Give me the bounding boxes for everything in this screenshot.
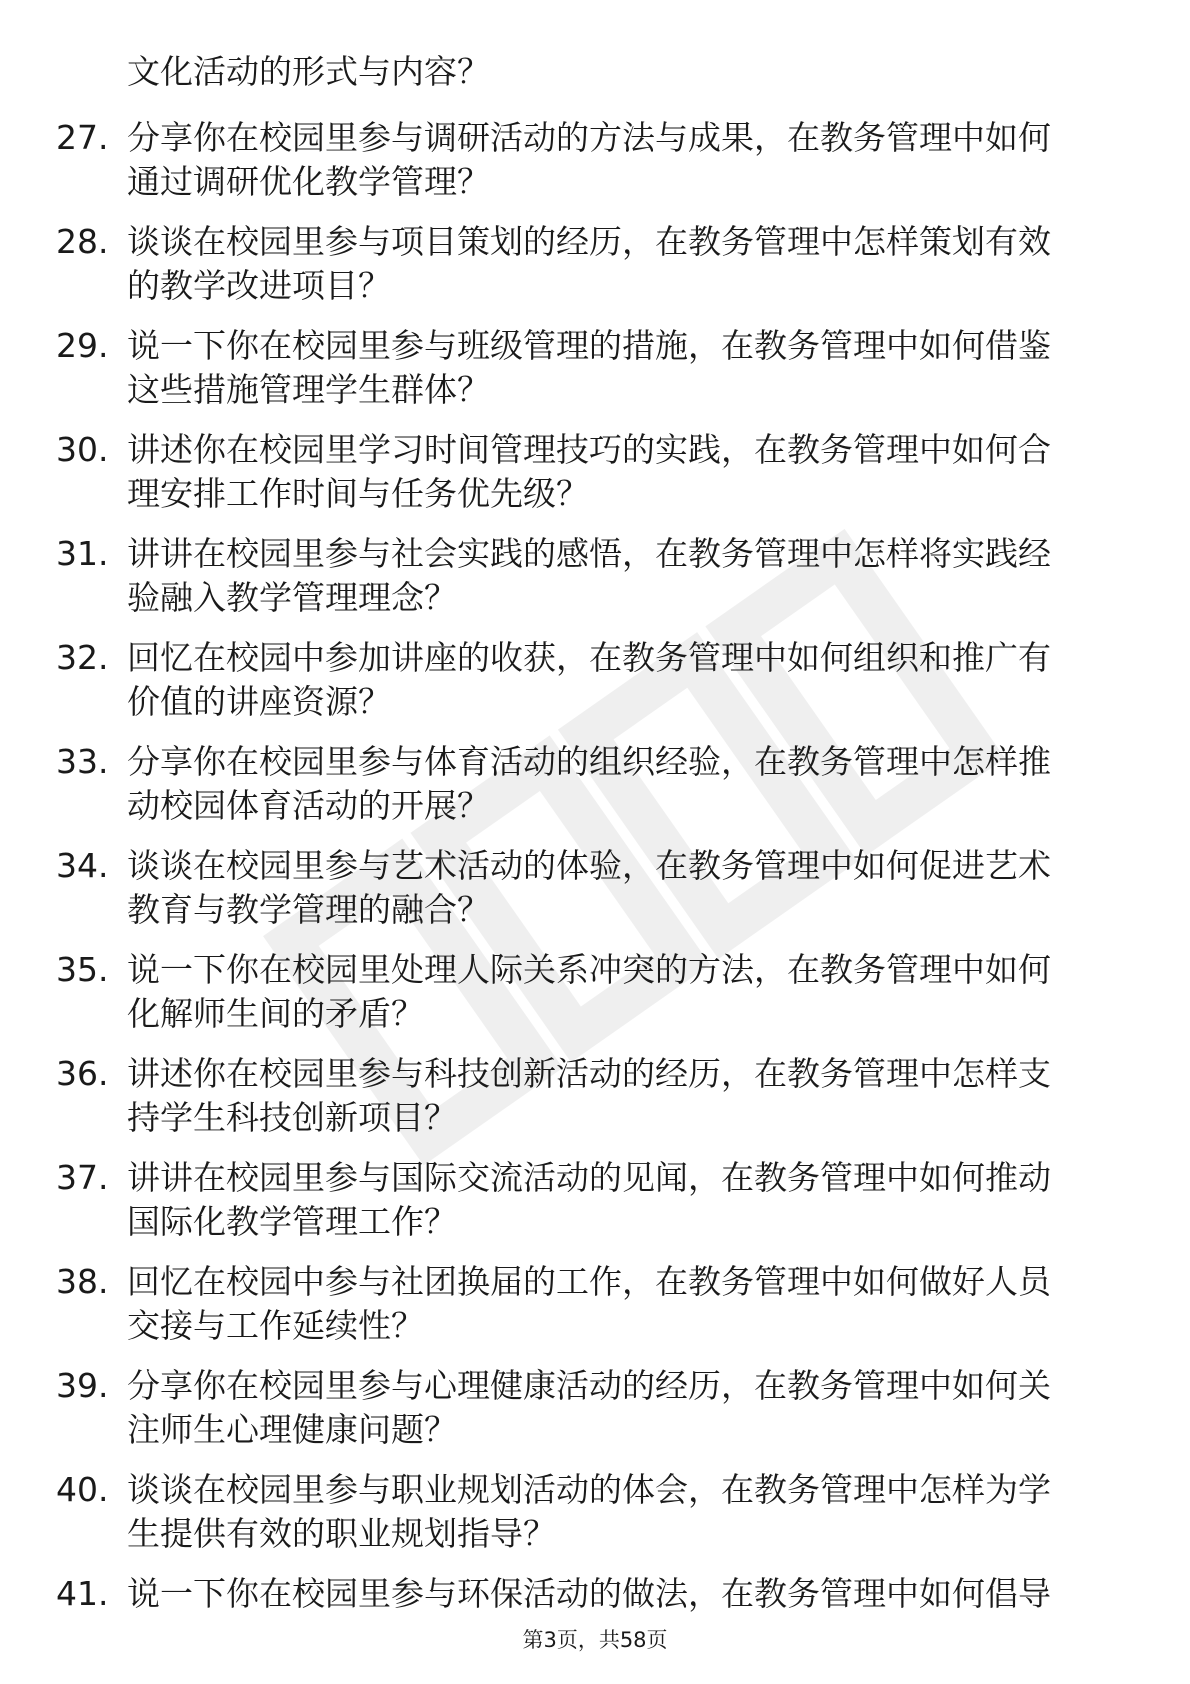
question-number: 31. [56, 534, 109, 573]
question-text-line-1: 回忆在校园中参与社团换届的工作，在教务管理中如何做好人员 [127, 1262, 1051, 1301]
question-text-line-1: 讲讲在校园里参与国际交流活动的见闻，在教务管理中如何推动 [127, 1158, 1051, 1197]
question-text-line-2: 动校园体育活动的开展？ [127, 786, 490, 825]
question-item [0, 530, 1190, 634]
question-number: 28. [56, 222, 109, 261]
question-number: 41. [56, 1574, 109, 1613]
question-number: 38. [56, 1262, 109, 1301]
question-item [0, 1362, 1190, 1466]
question-text-line-1: 谈谈在校园里参与项目策划的经历，在教务管理中怎样策划有效 [127, 222, 1051, 261]
question-item [0, 842, 1190, 946]
question-text-line-2: 教育与教学管理的融合？ [127, 890, 490, 929]
question-text-line-1: 说一下你在校园里参与班级管理的措施，在教务管理中如何借鉴 [127, 326, 1051, 365]
question-text-line-1: 谈谈在校园里参与职业规划活动的体会，在教务管理中怎样为学 [127, 1470, 1051, 1509]
question-number: 29. [56, 326, 109, 365]
question-text-line-1: 谈谈在校园里参与艺术活动的体验，在教务管理中如何促进艺术 [127, 846, 1051, 885]
question-item [0, 946, 1190, 1050]
question-item [0, 1050, 1190, 1154]
question-item [0, 114, 1190, 218]
question-text-line-1: 讲讲在校园里参与社会实践的感悟，在教务管理中怎样将实践经 [127, 534, 1051, 573]
question-number: 35. [56, 950, 109, 989]
question-text-line-2: 持学生科技创新项目？ [127, 1098, 457, 1137]
question-text-line-2: 通过调研优化教学管理？ [127, 162, 490, 201]
question-item [0, 1466, 1190, 1570]
question-text-line-2: 生提供有效的职业规划指导？ [127, 1514, 556, 1553]
question-number: 27. [56, 118, 109, 157]
question-number: 30. [56, 430, 109, 469]
question-number: 36. [56, 1054, 109, 1093]
question-number: 34. [56, 846, 109, 885]
question-item [0, 1258, 1190, 1362]
question-text-line-1: 回忆在校园中参加讲座的收获，在教务管理中如何组织和推广有 [127, 638, 1051, 677]
question-text-line-2: 理安排工作时间与任务优先级？ [127, 474, 589, 513]
question-number: 40. [56, 1470, 109, 1509]
question-text-line-2: 验融入教学管理理念？ [127, 578, 457, 617]
question-text-line-1: 说一下你在校园里参与环保活动的做法，在教务管理中如何倡导 [127, 1574, 1051, 1613]
question-text-line-2: 价值的讲座资源？ [127, 682, 391, 721]
question-item [0, 1154, 1190, 1258]
question-number: 37. [56, 1158, 109, 1197]
question-list [0, 114, 1190, 1674]
question-text-line-1: 分享你在校园里参与调研活动的方法与成果，在教务管理中如何 [127, 118, 1051, 157]
continuation-text: 文化活动的形式与内容？ [127, 52, 490, 91]
question-text-line-2: 化解师生间的矛盾？ [127, 994, 424, 1033]
question-number: 39. [56, 1366, 109, 1405]
question-text-line-2: 的教学改进项目？ [127, 266, 391, 305]
question-text-line-1: 讲述你在校园里参与科技创新活动的经历，在教务管理中怎样支 [127, 1054, 1051, 1093]
question-text-line-2: 国际化教学管理工作？ [127, 1202, 457, 1241]
question-text-line-1: 说一下你在校园里处理人际关系冲突的方法，在教务管理中如何 [127, 950, 1051, 989]
question-item [0, 322, 1190, 426]
question-text-line-2: 交接与工作延续性？ [127, 1306, 424, 1345]
question-number: 33. [56, 742, 109, 781]
page-footer: 第3页，共58页 [522, 1628, 668, 1652]
question-item [0, 426, 1190, 530]
question-number: 32. [56, 638, 109, 677]
question-text-line-1: 分享你在校园里参与心理健康活动的经历，在教务管理中如何关 [127, 1366, 1051, 1405]
question-text-line-2: 这些措施管理学生群体？ [127, 370, 490, 409]
question-text-line-1: 讲述你在校园里学习时间管理技巧的实践，在教务管理中如何合 [127, 430, 1051, 469]
question-text-line-1: 分享你在校园里参与体育活动的组织经验，在教务管理中怎样推 [127, 742, 1051, 781]
question-item [0, 738, 1190, 842]
question-text-line-2: 注师生心理健康问题？ [127, 1410, 457, 1449]
question-item [0, 634, 1190, 738]
question-item [0, 1570, 1190, 1674]
question-item [0, 218, 1190, 322]
